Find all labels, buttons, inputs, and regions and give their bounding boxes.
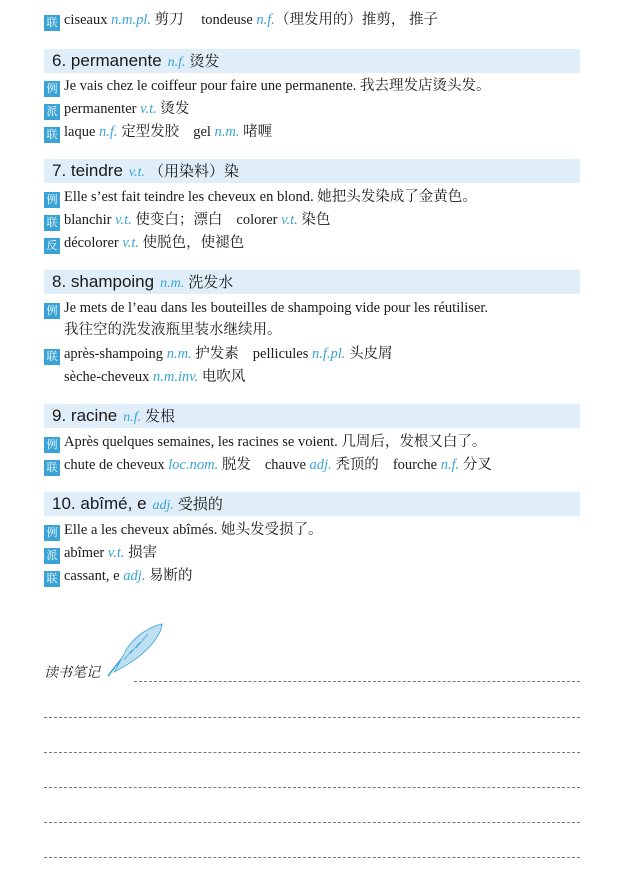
entry-number: 9. (52, 406, 67, 425)
headword: shampoing (70, 272, 155, 291)
part-of-speech: v.t. (281, 212, 298, 228)
headword-translation: 烫发 (189, 52, 220, 70)
related-word: pellicules (252, 346, 309, 362)
translation: 啫喱 (243, 124, 273, 140)
derived-word: permanenter (64, 101, 137, 117)
example-tag: 例 (44, 525, 60, 541)
part-of-speech: n.f. (440, 457, 460, 473)
headword: abîmé, e (80, 494, 147, 513)
example-line (44, 432, 581, 453)
note-line (44, 787, 580, 788)
part-of-speech: adj. (152, 498, 174, 513)
translation: 损害 (128, 545, 158, 561)
antonym-tag: 反 (44, 238, 60, 254)
part-of-speech: v.t. (107, 545, 125, 561)
example-line (44, 520, 581, 541)
translation: 使变白；漂白 (135, 212, 223, 228)
entry-number: 10. (52, 494, 76, 513)
derived-tag: 派 (44, 548, 60, 564)
entry-number: 8. (52, 272, 67, 291)
headword: teindre (70, 161, 123, 180)
headword-translation: （用染料）染 (148, 162, 239, 180)
part-of-speech: n.m.inv. (152, 369, 199, 385)
example-line (44, 298, 581, 319)
related-word: ciseaux (64, 12, 108, 28)
part-of-speech: n.f.pl. (312, 346, 346, 362)
part-of-speech: n.f. (167, 55, 186, 70)
entry-header (44, 159, 580, 183)
related-line-continued (64, 367, 581, 387)
note-line (44, 717, 580, 718)
entry-header (44, 49, 580, 73)
related-word: chauve (264, 457, 306, 473)
translation: 脱发 (221, 457, 251, 473)
related-line (44, 455, 581, 476)
related-word: sèche-cheveux (64, 369, 150, 385)
example-text: Après quelques semaines, les racines se voient. 几周后，发根又白了。 (64, 434, 487, 450)
part-of-speech: n.m. (166, 346, 192, 362)
related-word: gel (193, 124, 211, 140)
related-tag: 联 (44, 349, 60, 365)
example-line (44, 76, 581, 97)
part-of-speech: n.f. (123, 410, 142, 425)
derived-line (44, 99, 581, 120)
part-of-speech: v.t. (122, 235, 140, 251)
translation: 秃顶的 (335, 457, 379, 473)
related-word: colorer (236, 212, 278, 228)
translation: 易断的 (148, 568, 193, 584)
headword-translation: 受损的 (177, 495, 223, 513)
related-word: après-shampoing (64, 346, 164, 362)
translation: 烫发 (160, 101, 190, 117)
derived-word: abîmer (64, 545, 105, 561)
example-translation-line (64, 320, 581, 340)
note-line (134, 681, 580, 682)
example-tag: 例 (44, 192, 60, 208)
related-line (44, 344, 581, 365)
related-tag: 联 (44, 460, 60, 476)
example-line (44, 187, 581, 208)
part-of-speech: adj. (309, 457, 332, 473)
example-text: Je mets de l’eau dans les bouteilles de shampoing vide pour les réutiliser. (64, 300, 489, 316)
part-of-speech: n.m. (160, 276, 185, 291)
headword: racine (70, 406, 118, 425)
related-word: tondeuse (201, 12, 253, 28)
feather-icon (102, 620, 170, 680)
top-related-line (44, 10, 581, 31)
translation: 使脱色，使褪色 (142, 235, 245, 251)
derived-line (44, 543, 581, 564)
part-of-speech: adj. (123, 568, 146, 584)
headword-translation: 洗发水 (188, 273, 234, 291)
example-text: Je vais chez le coiffeur pour faire une permanente. 我去理发店烫头发。 (64, 78, 491, 94)
note-line (44, 822, 580, 823)
related-word: blanchir (64, 212, 112, 228)
entry-header (44, 270, 580, 294)
related-tag: 联 (44, 127, 60, 143)
example-tag: 例 (44, 437, 60, 453)
translation: 护发素 (195, 346, 239, 362)
example-tag: 例 (44, 81, 60, 97)
example-text: Elle a les cheveux abîmés. 她头发受损了。 (64, 522, 323, 538)
related-word: cassant, e (64, 568, 120, 584)
related-line (44, 210, 581, 231)
notes-label: 读书笔记 (44, 665, 100, 681)
translation: 电吹风 (201, 369, 246, 385)
related-tag: 联 (44, 15, 60, 31)
entry-number: 7. (52, 161, 67, 180)
related-word: fourche (392, 457, 438, 473)
entry-header (44, 492, 580, 516)
translation: 分叉 (462, 457, 492, 473)
related-line (44, 122, 581, 143)
part-of-speech: n.m. (214, 124, 240, 140)
part-of-speech: n.m.pl. (111, 12, 151, 28)
related-word: laque (64, 124, 96, 140)
derived-tag: 派 (44, 104, 60, 120)
part-of-speech: v.t. (115, 212, 132, 228)
example-tag: 例 (44, 303, 60, 319)
related-line (44, 566, 581, 587)
entry-number: 6. (52, 51, 67, 70)
part-of-speech: n.f. (256, 12, 275, 28)
translation: （理发用的）推剪， 推子 (274, 12, 439, 28)
entry-header (44, 404, 580, 428)
note-line (44, 752, 580, 753)
part-of-speech: loc.nom. (168, 457, 219, 473)
translation: 染色 (301, 212, 331, 228)
translation: 剪刀 (154, 12, 184, 28)
headword: permanente (70, 51, 162, 70)
related-tag: 联 (44, 571, 60, 587)
antonym-line (44, 233, 581, 254)
headword-translation: 发根 (145, 407, 176, 425)
example-text: Elle s’est fait teindre les cheveux en blond. 她把头发染成了金黄色。 (64, 189, 477, 205)
related-tag: 联 (44, 215, 60, 231)
note-line (44, 857, 580, 858)
example-translation: 我往空的洗发液瓶里装水继续用。 (64, 322, 282, 338)
related-word: chute de cheveux (64, 457, 165, 473)
part-of-speech: v.t. (128, 165, 145, 180)
part-of-speech: n.f. (99, 124, 118, 140)
translation: 定型发胶 (121, 124, 180, 140)
translation: 头皮屑 (349, 346, 393, 362)
part-of-speech: v.t. (140, 101, 157, 117)
antonym-word: décolorer (64, 235, 119, 251)
